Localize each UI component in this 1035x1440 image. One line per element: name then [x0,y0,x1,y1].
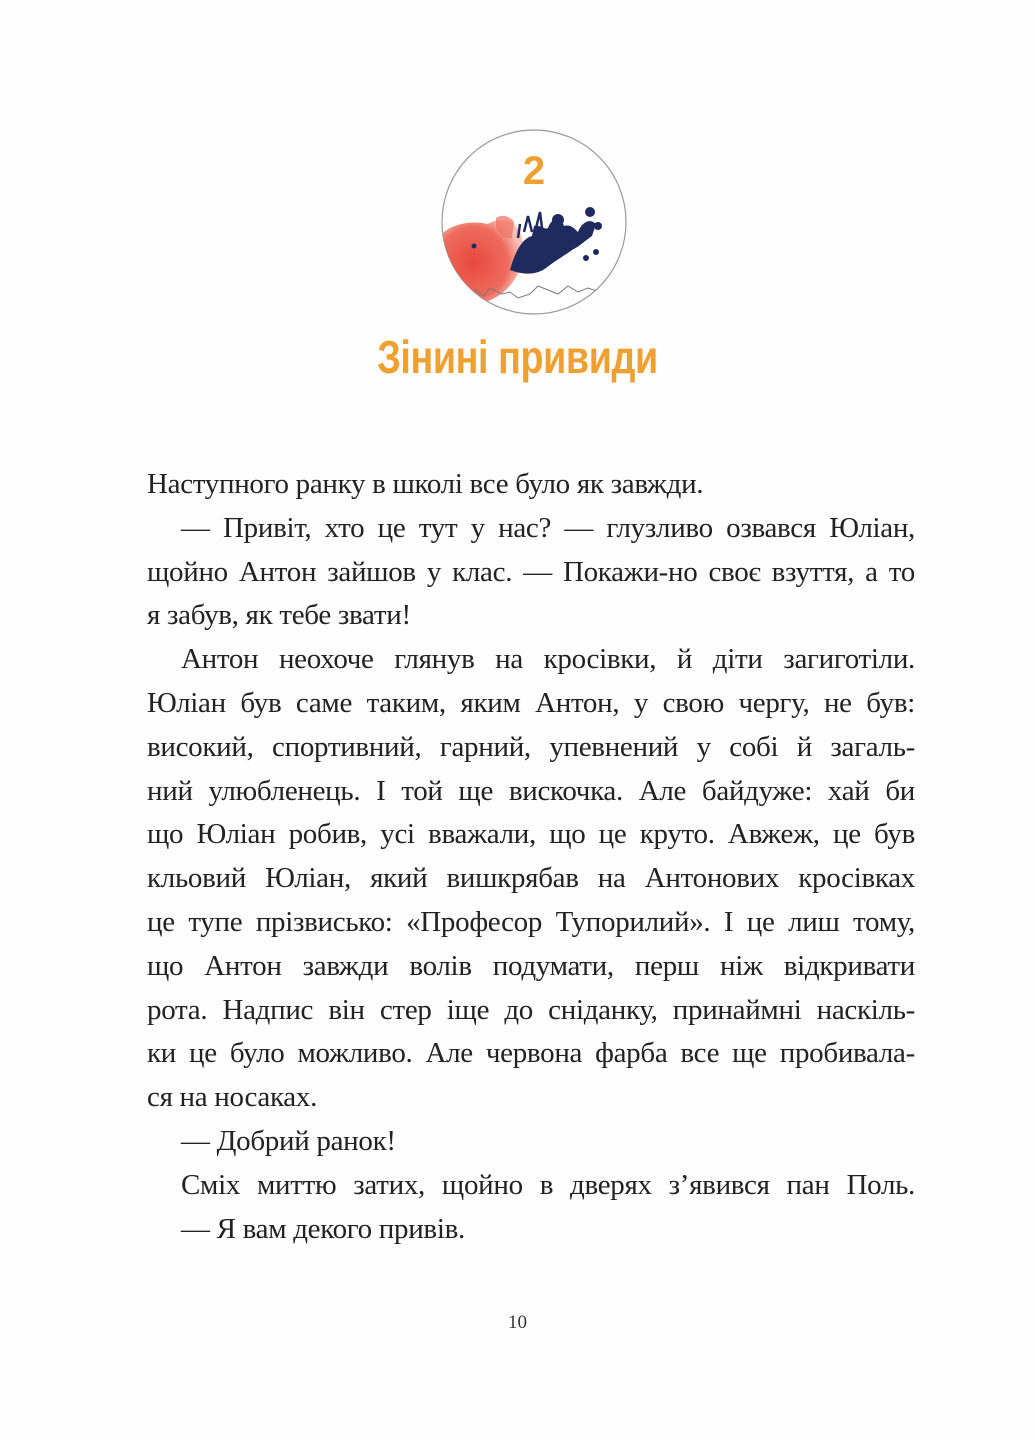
text-line: ний улюбленець. І той ще вискочка. Але байдуже: хай би [147,774,915,807]
text-line: Сміх миттю затих, щойно в дверях з’явився пан Поль. [181,1168,915,1201]
chapter-emblem [440,128,628,316]
text-line: кльовий Юліан, який вишкрябав на Антонових кросівках [147,862,915,895]
text-line: щойно Антон зайшов у клас. — Покажи-но своє взуття, а то [147,555,915,588]
text-line: високий, спортивний, гарний, упевнений у собі й загаль- [147,730,915,763]
text-line: це тупе прізвисько: «Професор Тупорилий». І це лиш тому, [147,905,915,938]
text-line: я забув, як тебе звати! [147,599,411,632]
text-line: що Антон завжди волів подумати, перш ніж відкривати [147,949,915,982]
text-line: Антон неохоче глянув на кросівки, й діти загиготіли. [181,643,915,676]
text-line: рота. Надпис він стер іще до сніданку, принаймні наскіль- [147,993,915,1026]
body-text [147,463,915,1251]
svg-text:2: 2 [522,149,546,193]
page-number: 10 [508,1312,527,1333]
text-line: ки це було можливо. Але червона фарба все ще пробивала- [147,1037,915,1070]
text-line: — Привіт, хто це тут у нас? — глузливо озвався Юліан, [181,511,915,544]
text-line: — Добрий ранок! [181,1124,396,1157]
chapter-title: Зінині привиди [377,331,658,383]
text-line: ся на носаках. [147,1081,318,1114]
text-line: що Юліан робив, усі вважали, що це круто. Авжеж, це був [147,818,915,851]
chapter-emblem-silhouette-icon [440,128,628,316]
text-line: Юліан був саме таким, яким Антон, у свою чергу, не був: [147,686,915,719]
text-line: — Я вам декого привів. [181,1212,465,1245]
text-line: Наступного ранку в школі все було як завжди. [147,468,704,500]
